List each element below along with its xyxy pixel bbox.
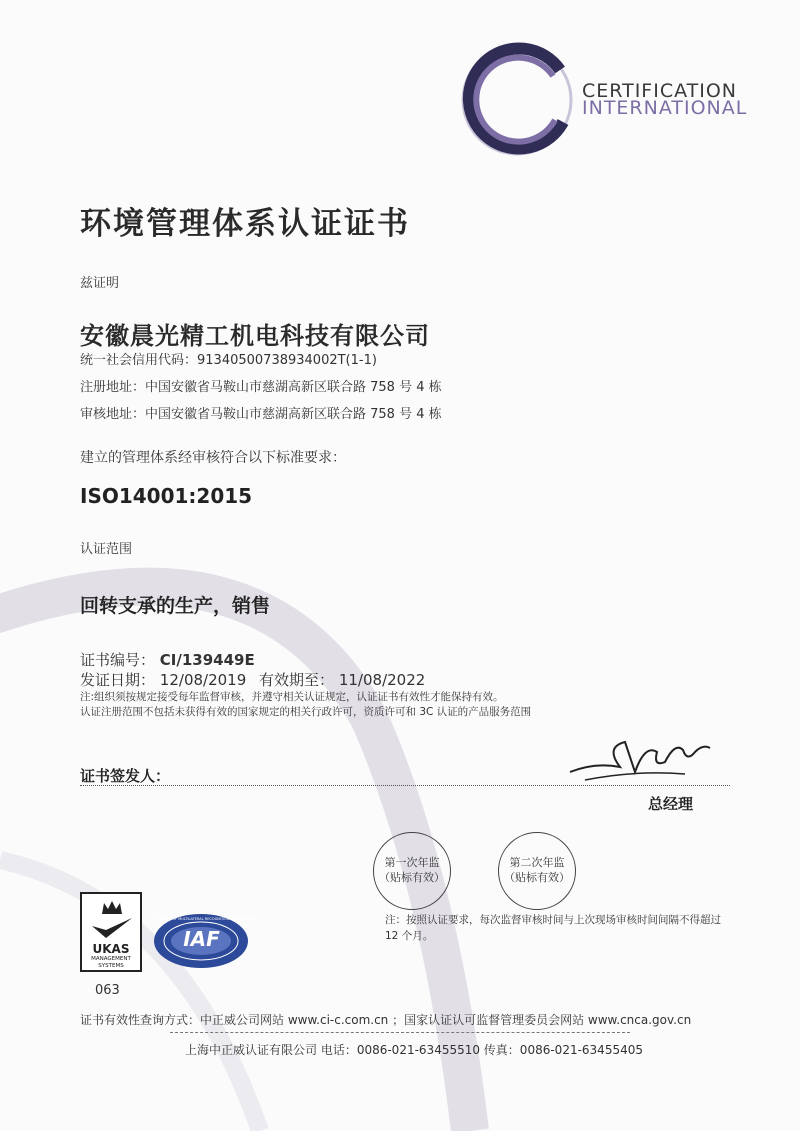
footer-divider [170,1032,630,1033]
certificate-title: 环境管理体系认证证书 [80,206,410,242]
credit-code: 统一社会信用代码：91340500738934002T(1-1) [80,353,377,368]
signature-line [80,785,730,786]
certificate-dates-row [80,669,425,690]
first-surveillance-line1: 第一次年监 [384,856,440,869]
audit-address: 审核地址：中国安徽省马鞍山市慈湖高新区联合路 758 号 4 栋 [80,407,442,422]
issue-date: 12/08/2019 [159,671,247,689]
brand-line2: INTERNATIONAL [582,97,748,119]
company-name: 安徽晨光精工机电科技有限公司 [80,322,430,350]
iaf-name: IAF [183,927,220,951]
valid-date: 11/08/2022 [338,671,426,689]
intro-text: 兹证明 [80,276,120,291]
crown-icon [100,898,124,916]
certificate-note-2: 认证注册范围不包括未获得有效的国家规定的相关行政许可，资质许可和 3C 认证的产品服务范围 [80,706,532,718]
second-surveillance-stamp [498,832,576,910]
verification-info: 证书有效性查询方式：中正威公司网站 www.ci-c.com.cn ；国家认证认可监督管理委员会网站 www.cnca.gov.cn [80,1013,692,1027]
second-surveillance-line1: 第二次年监 [509,856,565,869]
ukas-logo [80,892,142,972]
scope-label: 认证范围 [80,542,133,557]
compliance-text: 建立的管理体系经审核符合以下标准要求： [80,450,346,466]
issue-label: 发证日期： [80,671,156,689]
surveillance-note: 注：按照认证要求，每次监督审核时间与上次现场审核时间间隔不得超过 12 个月。 [385,914,721,942]
standard: ISO14001:2015 [80,484,253,508]
certification-logo-icon [455,40,575,160]
first-surveillance-stamp [373,832,451,910]
ukas-name: UKAS [92,942,130,956]
ukas-sub2: SYSTEMS [98,963,124,969]
certificate-number: CI/139449E [159,651,255,669]
iaf-ring-text: MEMBER OF MULTILATERAL RECOGNITION ARRANGEMENT [156,917,258,921]
certificate-note-1: 注:组织须按规定接受每年监督审核，并遵守相关认证规定，认证证书有效性才能保持有效。 [80,691,504,703]
ukas-number: 063 [95,983,120,998]
first-surveillance-line2: （贴标有效） [379,871,445,884]
ukas-sub1: MANAGEMENT [91,956,131,962]
tick-icon [88,916,136,940]
issuer-contact: 上海中正威认证有限公司 电话：0086-021-63455510 传真：0086-021-63455405 [185,1043,643,1057]
signature-label: 证书签发人： [80,767,171,785]
signatory-title: 总经理 [648,795,694,813]
certificate-number-label: 证书编号： [80,651,156,669]
registered-address: 注册地址：中国安徽省马鞍山市慈湖高新区联合路 758 号 4 栋 [80,380,442,395]
handwritten-signature [565,722,715,792]
brand-line1: CERTIFICATION [582,80,737,102]
certificate-number-row [80,649,255,670]
scope: 回转支承的生产，销售 [80,595,271,617]
valid-label: 有效期至： [259,671,335,689]
second-surveillance-line2: （贴标有效） [504,871,570,884]
